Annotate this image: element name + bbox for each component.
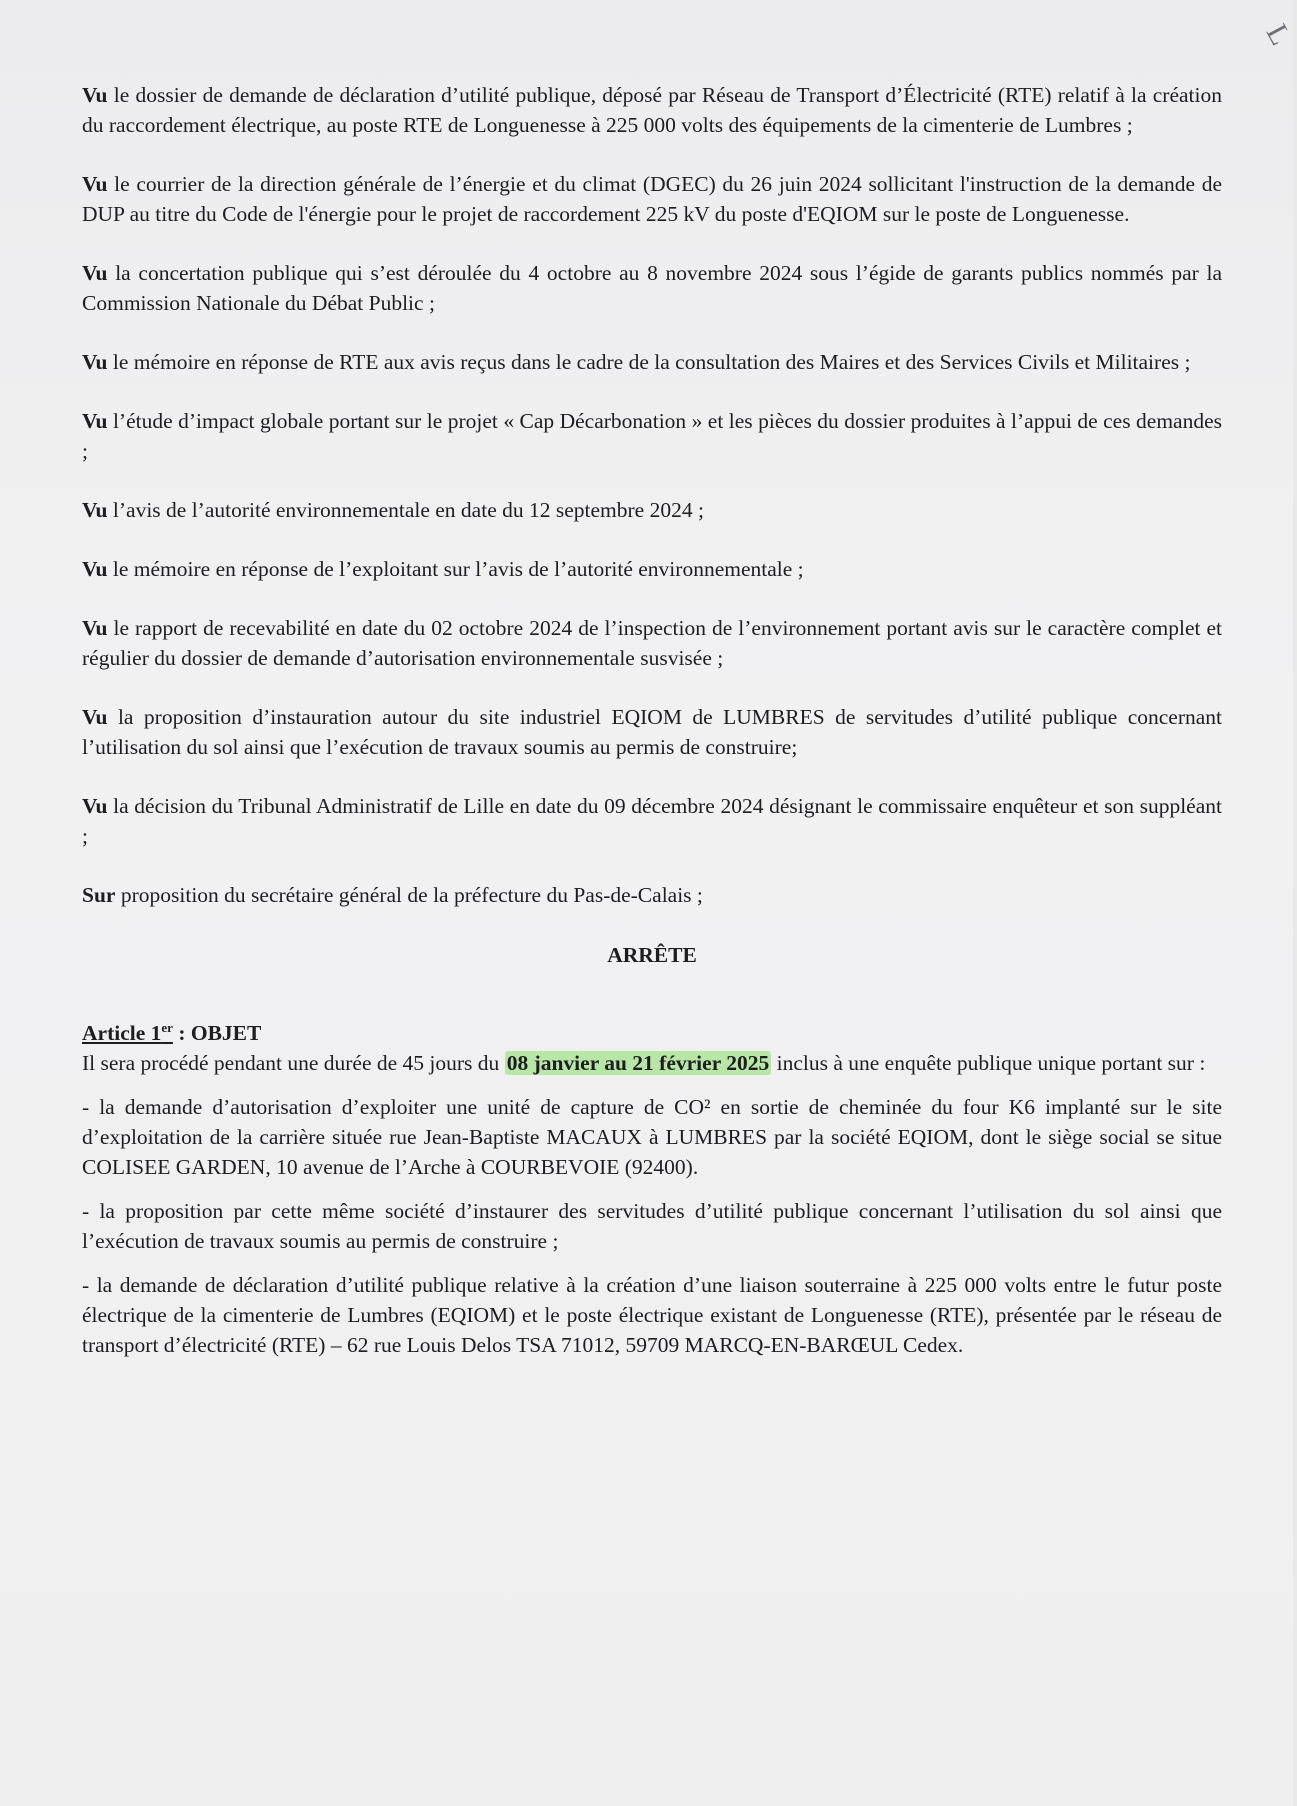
- enquiry-items-list: [82, 1092, 1222, 1360]
- consideration-keyword: Vu: [82, 557, 108, 581]
- article-heading-tail: : OBJET: [172, 1021, 262, 1045]
- consideration-keyword: Vu: [82, 794, 108, 818]
- consideration-paragraph: [82, 702, 1222, 762]
- consideration-text: la décision du Tribunal Administratif de Lille en date du 09 décembre 2024 désignant le commissaire enquêteur et son suppléant ;: [82, 794, 1222, 848]
- enquiry-item: - la demande d’autorisation d’exploiter une unité de capture de CO² en sortie de cheminée du four K6 implanté sur le site d’exploitation de la carrière située rue Jean-Baptiste MACAUX à LUMBRES par la société EQIOM, dont le siège social se situe COLISEE GARDEN, 10 avenue de l’Arche à COURBEVOIE (92400).: [82, 1095, 1222, 1179]
- consideration-paragraph: [82, 791, 1222, 851]
- consideration-text: l’étude d’impact globale portant sur le projet « Cap Décarbonation » et les pièces du dossier produites à l’appui de ces demandes ;: [82, 409, 1222, 463]
- consideration-paragraph: [82, 880, 1222, 910]
- consideration-paragraph: [82, 347, 1222, 377]
- consideration-text: la proposition d’instauration autour du site industriel EQIOM de LUMBRES de servitudes d’utilité publique concernant l’utilisation du sol ainsi que l’exécution de travaux soumis au permis de construire;: [82, 705, 1222, 759]
- consideration-text: le mémoire en réponse de RTE aux avis reçus dans le cadre de la consultation des Maires et des Services Civils et Militaires ;: [107, 350, 1191, 374]
- consideration-keyword: Vu: [82, 350, 108, 374]
- consideration-paragraph: [82, 169, 1222, 229]
- consideration-text: le courrier de la direction générale de l’énergie et du climat (DGEC) du 26 juin 2024 sollicitant l'instruction de la demande de DUP au titre du Code de l'énergie pour le projet de raccordement 225 kV du poste d'EQIOM sur le poste de Longuenesse.: [82, 172, 1222, 226]
- article-body: Il sera procédé pendant une durée de 45 jours du 08 janvier au 21 février 2025 inclus à une enquête publique unique portant sur :: [82, 1051, 1206, 1075]
- consideration-paragraph: [82, 554, 1222, 584]
- decree-title: ARRÊTE: [607, 943, 697, 967]
- consideration-paragraph: [82, 258, 1222, 318]
- consideration-text: le dossier de demande de déclaration d’utilité publique, déposé par Réseau de Transport d’Électricité (RTE) relatif à la création du raccordement électrique, au poste RTE de Longuenesse à 225 000 volts des équipements de la cimenterie de Lumbres ;: [82, 83, 1222, 137]
- consideration-keyword: Vu: [82, 83, 108, 107]
- article-number: Article 1er: [82, 1019, 173, 1045]
- consideration-keyword: Vu: [82, 498, 108, 522]
- consideration-keyword: Vu: [82, 261, 108, 285]
- article-heading: [82, 1018, 1222, 1048]
- consideration-paragraph: [82, 80, 1222, 140]
- consideration-keyword: Vu: [82, 172, 108, 196]
- consideration-text: le mémoire en réponse de l’exploitant sur l’avis de l’autorité environnementale ;: [107, 557, 804, 581]
- considerations-list: [82, 80, 1222, 910]
- consideration-text: l’avis de l’autorité environnementale en date du 12 septembre 2024 ;: [107, 498, 704, 522]
- consideration-paragraph: [82, 613, 1222, 673]
- consideration-paragraph: [82, 495, 1222, 525]
- consideration-text: le rapport de recevabilité en date du 02 octobre 2024 de l’inspection de l’environnement portant avis sur le caractère complet et régulier du dossier de demande d’autorisation environnementale susvisée ;: [82, 616, 1222, 670]
- consideration-paragraph: [82, 406, 1222, 466]
- consideration-text: proposition du secrétaire général de la préfecture du Pas-de-Calais ;: [115, 883, 703, 907]
- consideration-keyword: Vu: [82, 616, 108, 640]
- enquiry-item: - la demande de déclaration d’utilité publique relative à la création d’une liaison souterraine à 225 000 volts entre le futur poste électrique de la cimenterie de Lumbres (EQIOM) et le poste électrique existant de Longuenesse (RTE), présentée par le réseau de transport d’électricité (RTE) – 62 rue Louis Delos TSA 71012, 59709 MARCQ-EN-BARŒUL Cedex.: [82, 1273, 1222, 1357]
- consideration-keyword: Vu: [82, 409, 108, 433]
- consideration-text: la concertation publique qui s’est déroulée du 4 octobre au 8 novembre 2024 sous l’égide de garants publics nommés par la Commission Nationale du Débat Public ;: [82, 261, 1222, 315]
- enquiry-item: - la proposition par cette même société d’instaurer des servitudes d’utilité publique concernant l’utilisation du sol ainsi que l’exécution de travaux soumis au permis de construire ;: [82, 1199, 1222, 1253]
- consideration-keyword: Sur: [82, 883, 116, 907]
- highlighted-dates: 08 janvier au 21 février 2025: [506, 1051, 770, 1075]
- consideration-keyword: Vu: [82, 705, 108, 729]
- page-edge-mark: L: [1259, 18, 1297, 51]
- document-body: [82, 80, 1222, 1374]
